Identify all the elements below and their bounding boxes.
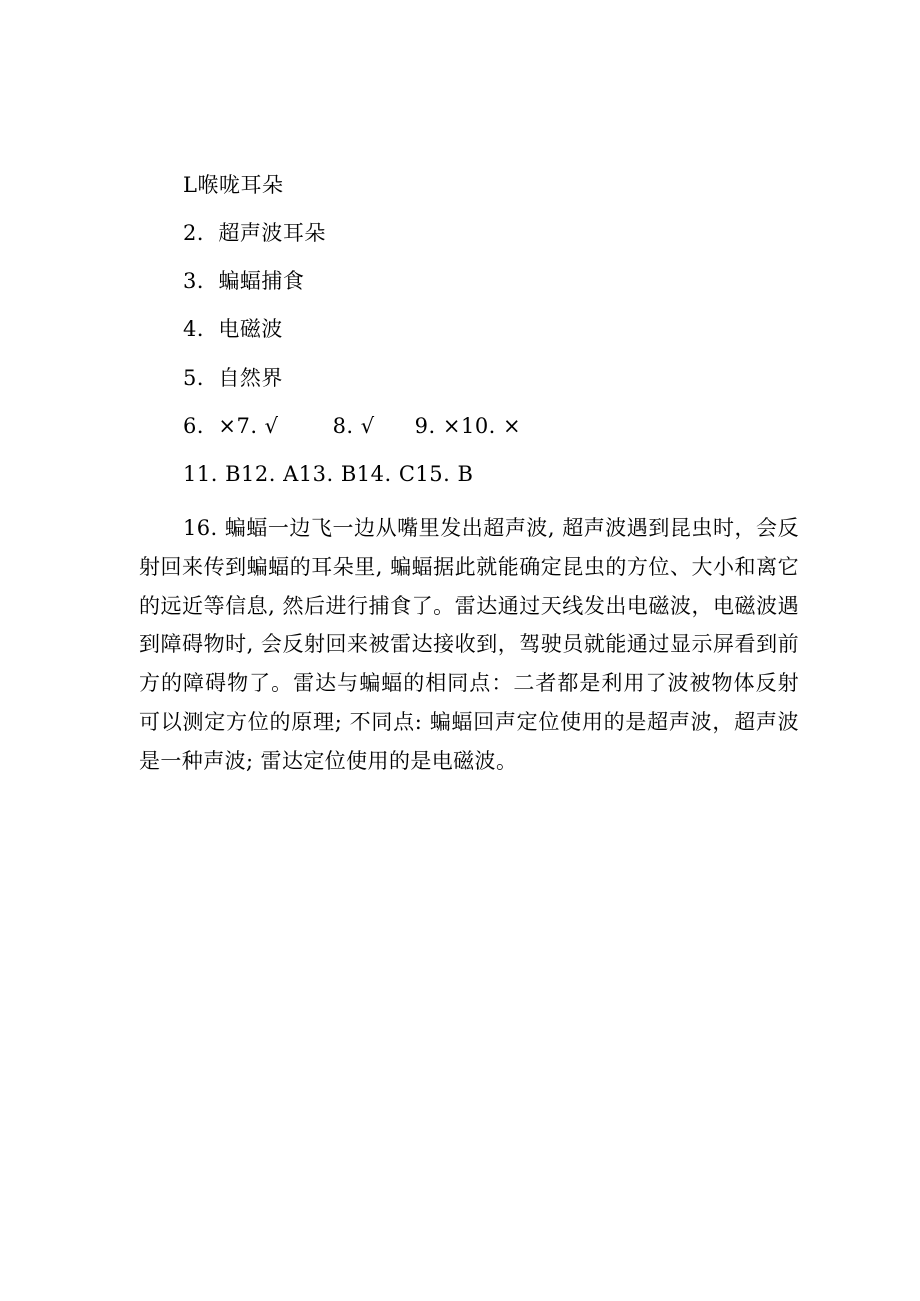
answer-items-9-10: 9. ×10. × — [414, 414, 522, 438]
answer-item-8: 8. √ — [332, 414, 375, 438]
answer-item-3: 3．蝙蝠捕食 — [183, 269, 305, 293]
answer-item-5: 5．自然界 — [183, 366, 283, 390]
answer-item-4: 4．电磁波 — [183, 317, 283, 341]
answer-item-2: 2．超声波耳朵 — [183, 221, 326, 245]
answer-item-1: L喉咙耳朵 — [183, 173, 284, 197]
answer-items-11-15: 11. B12. A13. B14. C15. B — [183, 462, 474, 486]
answer-items-6-7: 6．×7. √ — [183, 414, 279, 438]
answer-item-16-paragraph: 16. 蝙蝠一边飞一边从嘴里发出超声波, 超声波遇到昆虫时，会反射回来传到蝙蝠的耳朵里, 蝙蝠据此就能确定昆虫的方位、大小和离它的远近等信息, 然后进行捕食了。雷达通过天线发出电磁波，电磁波遇到障碍物时, 会反射回来被雷达接收到，驾驶员就能通过显示屏看到前方的障碍物了。雷达与蝙蝠的相同点：二者都是利用了波被物体反射可以测定方位的原理; 不同点: 蝙蝠回声定位使用的是超声波，超声波是一种声波; 雷达定位使用的是电磁波。 — [139, 516, 799, 773]
answer-items-6-10 — [183, 412, 521, 440]
